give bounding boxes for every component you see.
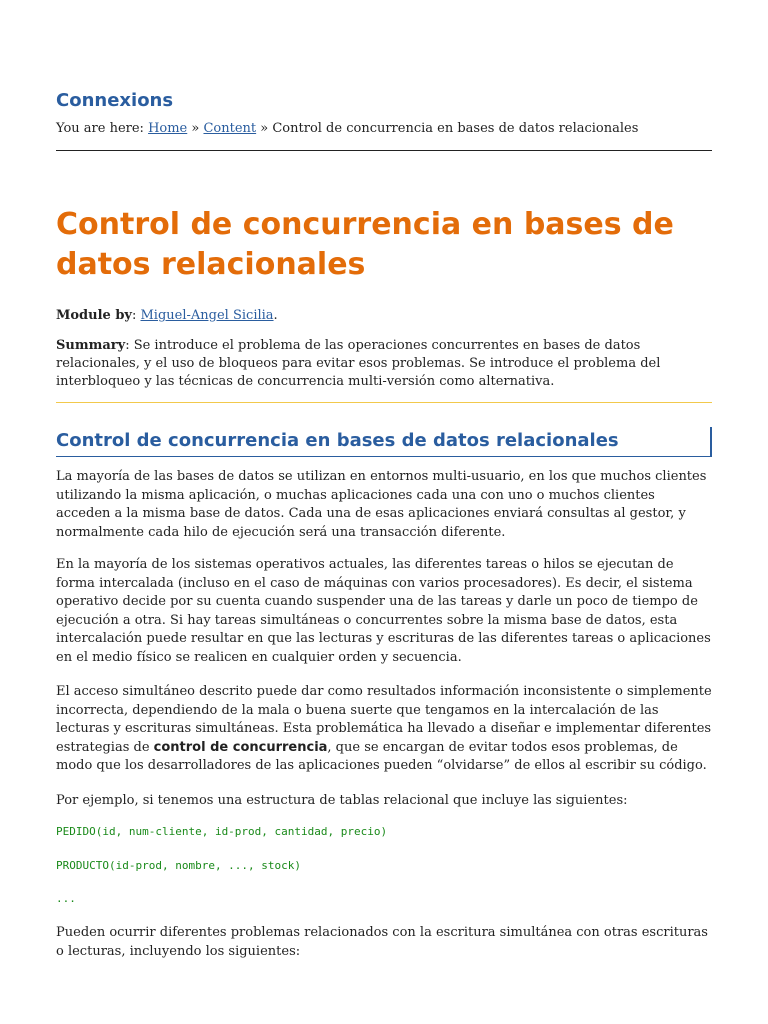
module-summary: [56, 337, 712, 391]
breadcrumb-separator: »: [256, 121, 273, 136]
section-heading-box: [56, 427, 712, 457]
section-heading: Control de concurrencia en bases de datos relacionales: [56, 430, 619, 451]
code-pedido: PEDIDO(id, num-cliente, id-prod, cantidad, precio): [56, 825, 388, 838]
breadcrumb-separator: »: [187, 121, 204, 136]
breadcrumb-content-link[interactable]: Content: [203, 121, 257, 136]
paragraph-3-end: , que se encargan de evitar todos esos problemas, de modo que los desarrolladores de las aplicaciones pueden “olvidarse” de ellos al escribir su código.: [56, 739, 707, 773]
code-producto: PRODUCTO(id-prod, nombre, ..., stock): [56, 859, 302, 872]
author-end: .: [273, 308, 278, 323]
author-label: Module by: [56, 308, 132, 323]
term-control-de-concurrencia: control de concurrencia: [153, 739, 328, 755]
breadcrumb-current: Control de concurrencia en bases de datos relacionales: [272, 121, 639, 136]
breadcrumb: [56, 120, 638, 138]
paragraph-5: Pueden ocurrir diferentes problemas relacionados con la escritura simultánea con otras escrituras o lecturas, incluyendo los siguientes:: [56, 925, 708, 959]
header-divider: [56, 150, 712, 151]
paragraph-3: [56, 683, 712, 776]
module-title: Control de concurrencia en bases de datos relacionales: [56, 207, 674, 282]
author-colon: :: [131, 308, 141, 323]
summary-text: : Se introduce el problema de las operaciones concurrentes en bases de datos relacionales, y el uso de bloqueos para evitar esos problemas. Se introduce el problema del interbloqueo y las técnicas de concurrencia multi-versión como alternativa.: [56, 338, 661, 389]
summary-label: Summary: [56, 338, 126, 353]
summary-divider: [56, 402, 712, 403]
module-author: [56, 307, 278, 325]
paragraph-2: En la mayoría de los sistemas operativos actuales, las diferentes tareas o hilos se ejecutan de forma intercalada (incluso en el caso de máquinas con varios procesadores). Es decir, el sistema operativo decide por su cuenta cuando suspender una de las tareas y darle un poco de tiempo de ejecución a otra. Si hay tareas simultáneas o concurrentes sobre la misma base de datos, esta intercalación puede resultar en que las lecturas y escrituras de las diferentes tareas o aplicaciones en el medio físico se realicen en cualquier orden y secuencia.: [56, 557, 711, 665]
paragraph-1: La mayoría de las bases de datos se utilizan en entornos multi-usuario, en los que muchos clientes utilizando la misma aplicación, o muchas aplicaciones cada una con uno o muchos clientes acceden a la misma base de datos. Cada una de esas aplicaciones enviará consultas al gestor, y normalmente cada hilo de ejecución será una transacción diferente.: [56, 469, 707, 540]
author-link[interactable]: Miguel-Angel Sicilia: [140, 308, 274, 323]
paragraph-4: Por ejemplo, si tenemos una estructura de tablas relacional que incluye las siguientes:: [56, 793, 628, 808]
site-name[interactable]: Connexions: [56, 90, 174, 111]
code-ellipsis: ...: [56, 892, 76, 905]
paragraph-3-start: El acceso simultáneo descrito puede dar como resultados información inconsistente o simplemente incorrecta, dependiendo de la mala o buena suerte que tengamos en la intercalación de las lecturas y escrituras simultáneas. Esta problemática ha llevado a diseñar e implementar diferentes estrategias de: [56, 684, 712, 755]
breadcrumb-home-link[interactable]: Home: [148, 121, 188, 136]
breadcrumb-prefix: You are here:: [56, 121, 149, 136]
